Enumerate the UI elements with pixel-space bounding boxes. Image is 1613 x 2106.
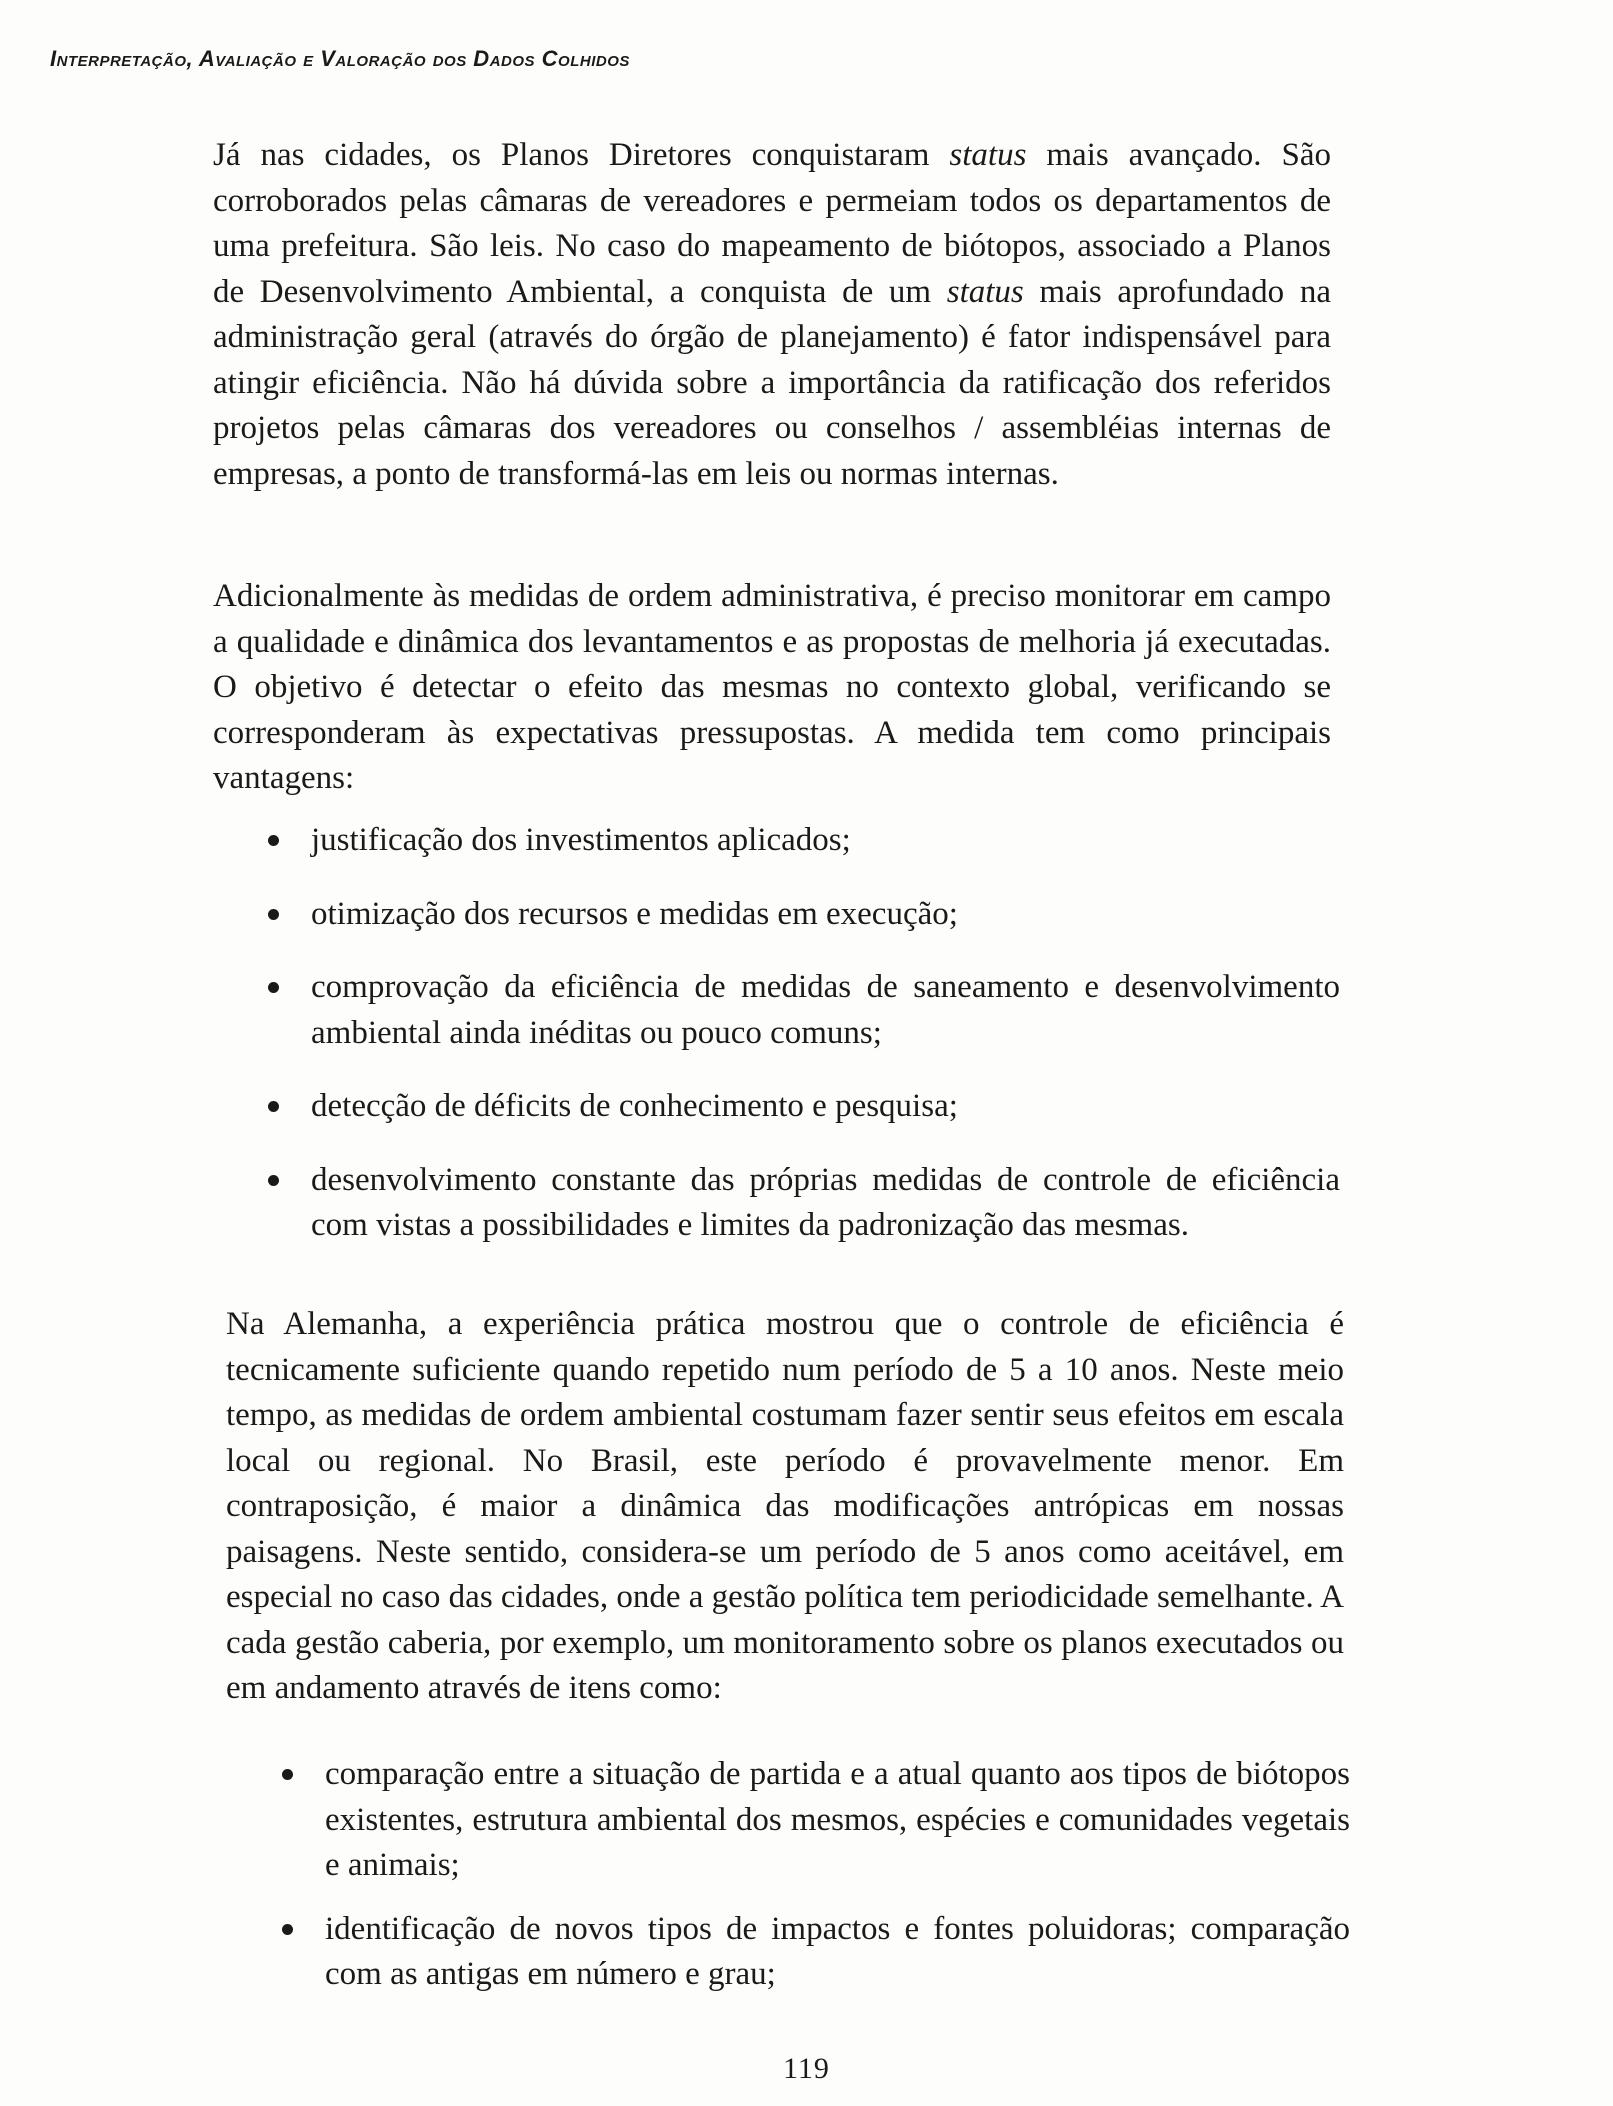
list-item [282, 1907, 1350, 1998]
list-item-text: otimização dos recursos e medidas em execução; [311, 895, 958, 932]
list-item [268, 1158, 1340, 1249]
paragraph-text: Adicionalmente às medidas de ordem administrativa, é preciso monitorar em campo a qualidade e dinâmica dos levantamentos e as propostas de melhoria já executadas. O objetivo é detectar o efeito das mesmas no contexto global, verificando se corresponderam às expectativas pressupostas. A medida tem como principais vantagens: [213, 578, 1331, 796]
text-segment: mais avançado. São corroborados pelas câmaras de vereadores e permeiam todos os departamentos de uma prefeitura. São leis. No caso do mapeamento de biótopos, associado a Planos de Desenvolvimento Ambiental, a conquista de um [213, 137, 1331, 310]
text-segment: mais aprofundado na administração geral (através do órgão de planejamento) é fator indispensável para atingir eficiência. Não há dúvida sobre a importância da ratificação dos referidos projetos pelas câmaras dos vereadores ou conselhos / assembléias internas de empresas, a ponto de transformá-las em leis ou normas internas. [213, 273, 1331, 492]
paragraph-planos-diretores [213, 133, 1331, 497]
text-segment: Já nas cidades, os Planos Diretores conquistaram [213, 137, 950, 173]
paragraph-text [213, 133, 1331, 497]
paragraph-alemanha [226, 1302, 1344, 1712]
bullet-icon [268, 982, 279, 993]
bullet-icon [268, 1175, 279, 1186]
list-item-text: comprovação da eficiência de medidas de saneamento e desenvolvimento ambiental ainda inéditas ou pouco comuns; [311, 969, 1340, 1051]
monitoring-items-list [282, 1752, 1350, 2016]
bullet-icon [268, 1101, 279, 1112]
list-item-text: desenvolvimento constante das próprias medidas de controle de eficiência com vistas a possibilidades e limites da padronização das mesmas. [311, 1161, 1340, 1243]
paragraph-medidas-administrativas [213, 574, 1331, 802]
bullet-icon [282, 1924, 293, 1935]
list-item [268, 892, 1340, 938]
advantages-list [268, 818, 1340, 1267]
bullet-icon [282, 1769, 293, 1780]
italic-term: status [946, 273, 1024, 310]
list-item-text: comparação entre a situação de partida e a atual quanto aos tipos de biótopos existentes, estrutura ambiental dos mesmos, espécies e comunidades vegetais e animais; [325, 1756, 1350, 1883]
list-item-text: detecção de déficits de conhecimento e pesquisa; [311, 1088, 958, 1124]
list-item [282, 1752, 1350, 1889]
running-header: Interpretação, Avaliação e Valoração dos Dados Colhidos [50, 46, 630, 71]
paragraph-text: Na Alemanha, a experiência prática mostrou que o controle de eficiência é tecnicamente suficiente quando repetido num período de 5 a 10 anos. Neste meio tempo, as medidas de ordem ambiental costumam fazer sentir seus efeitos em escala local ou regional. No Brasil, este período é provavelmente menor. Em contraposição, é maior a dinâmica das modificações antrópicas em nossas paisagens. Neste sentido, considera-se um período de 5 anos como aceitável, em especial no caso das cidades, onde a gestão política tem periodicidade semelhante. A cada gestão caberia, por exemplo, um monitoramento sobre os planos executados ou em andamento através de itens como: [226, 1306, 1344, 1706]
bullet-icon [268, 835, 279, 846]
italic-term: status [949, 137, 1027, 173]
list-item [268, 1084, 1340, 1130]
list-item-text: identificação de novos tipos de impactos e fontes poluidoras; comparação com as antigas em número e grau; [325, 1910, 1350, 1992]
list-item [268, 965, 1340, 1056]
bullet-icon [268, 909, 279, 920]
list-item [268, 818, 1340, 864]
page-number: 119 [783, 2052, 830, 2085]
list-item-text: justificação dos investimentos aplicados; [311, 822, 851, 858]
